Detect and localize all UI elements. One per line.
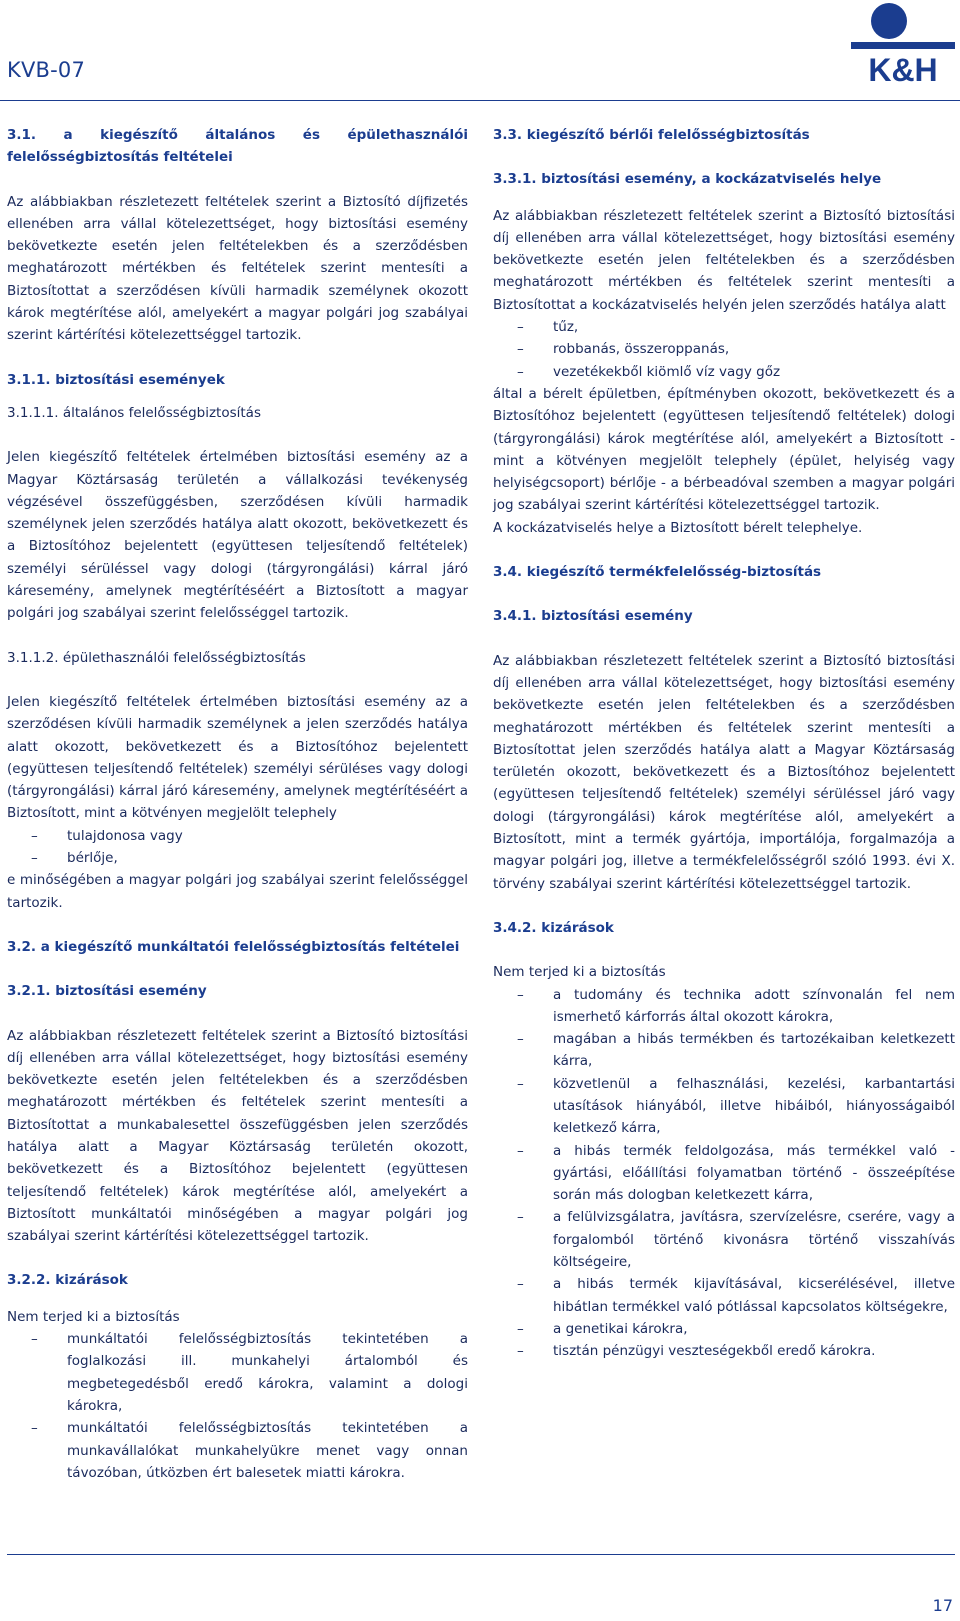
- subsection-heading-3-1-1-1: 3.1.1.1. általános felelősségbiztosítás: [7, 404, 261, 421]
- list-item: – a hibás termék kijavításával, kicserélésével, illetve hibátlan termékkel való pótlással kapcsolatos költségekre,: [493, 1273, 955, 1318]
- paragraph: Jelen kiegészítő feltételek értelmében biztosítási esemény az a Magyar Köztársaság területén a vállalkozási tevékenység végzésével összefüggésben, szerződésen kívüli harmadik személynek jelen szerződés hatálya alatt okozott, bekövetkezett és a Biztosítóhoz bejelentett (együttesen teljesítendő feltételek) személyi sérüléssel vagy dologi (tárgyrongálási) kárral járó káresemény, amelynek megtérítéséért a Biztosított a magyar polgári jog szabályai szerint felelősséggel tartozik.: [7, 449, 468, 622]
- list-item: – vezetékekből kiömlő víz vagy gőz: [493, 361, 955, 383]
- section-heading-3-1: 3.1. a kiegészítő általános és épülethasználói felelősségbiztosítás feltételei: [7, 127, 468, 166]
- dash-list: [493, 984, 955, 1363]
- section-heading-3-3-1: 3.3.1. biztosítási esemény, a kockázatviselés helye: [493, 171, 882, 188]
- list-item: – tulajdonosa vagy: [7, 825, 468, 847]
- paragraph: Nem terjed ki a biztosítás: [7, 1308, 180, 1325]
- section-heading-3-4-1: 3.4.1. biztosítási esemény: [493, 608, 693, 625]
- section-heading-3-4: 3.4. kiegészítő termékfelelősség-biztosítás: [493, 564, 822, 581]
- footer-divider: [7, 1554, 955, 1555]
- dash-list: [7, 1328, 468, 1484]
- header-divider: [0, 100, 960, 101]
- paragraph: Az alábbiakban részletezett feltételek szerint a Biztosító biztosítási díj ellenében arra vállal kötelezettséget, hogy biztosítási esemény bekövetkezte esetén jelen feltételekben és a szerződésben meghatározott mértékben és feltételek szerint mentesíti a Biztosítottat jelen szerződés hatálya alatt a Magyar Köztársaság területén okozott, bekövetkezett és a Biztosítóhoz bejelentett (együttesen teljesítendő feltételek) személyi sérüléssel járó vagy dologi (tárgyrongálási) károk megtérítése alól, amelyekért a Biztosított, mint a termék gyártója, importálója, forgalmazója a magyar polgári jog, illetve a termékfelelősségről szóló 1993. évi X. törvény szabályai szerint kártérítési kötelezettséggel tartozik.: [493, 652, 955, 892]
- list-item: – a genetikai károkra,: [493, 1318, 955, 1340]
- section-heading-3-4-2: 3.4.2. kizárások: [493, 919, 614, 936]
- list-item: – tűz,: [493, 316, 955, 338]
- section-heading-3-1-1: 3.1.1. biztosítási események: [7, 371, 225, 388]
- section-heading-3-2-1: 3.2.1. biztosítási esemény: [7, 983, 207, 1000]
- dash-list: [493, 316, 955, 383]
- logo-text: K&H: [868, 52, 938, 84]
- list-item: – a felülvizsgálatra, javításra, szervízelésre, cserére, vagy a forgalomból történő kivonásra történő visszahívás költségeire,: [493, 1206, 955, 1273]
- paragraph: által a bérelt épületben, építményben okozott, bekövetkezett és a Biztosítóhoz bejelentett (együttesen teljesítendő feltételek) dologi (tárgyrongálási) károk megtérítése alól, amelyekért a Biztosított - mint a kötvényen megjelölt telephely (épület, helyiség vagy helyiségcsoport) bérlője - a bérbeadóval szemben a magyar polgári jog szabályai szerint kártérítési kötelezettséggel tartozik.: [493, 385, 955, 514]
- left-column: [7, 124, 468, 1484]
- paragraph: Az alábbiakban részletezett feltételek szerint a Biztosító biztosítási díj ellenében arra vállal kötelezettséget, hogy biztosítási esemény bekövetkezte esetén jelen feltételekben és a szerződésben meghatározott mértékben és feltételek szerint mentesíti a Biztosítottat a kockázatviselés helyén jelen szerződés hatálya alatt: [493, 207, 955, 313]
- paragraph: Nem terjed ki a biztosítás: [493, 964, 666, 981]
- list-item: – a hibás termék feldolgozása, más termékkel való - gyártási, előállítási folyamatban történő - összeépítése során más dologban keletkezett kárra,: [493, 1140, 955, 1207]
- list-item: – tisztán pénzügyi veszteségekből eredő károkra.: [493, 1340, 955, 1362]
- section-heading-3-2: 3.2. a kiegészítő munkáltatói felelősségbiztosítás feltételei: [7, 938, 460, 955]
- section-heading-3-2-2: 3.2.2. kizárások: [7, 1272, 128, 1289]
- list-item: – robbanás, összeroppanás,: [493, 338, 955, 360]
- document-code: KVB-07: [7, 58, 86, 82]
- paragraph: A kockázatviselés helye a Biztosított bérelt telephelye.: [493, 519, 863, 536]
- list-item: – bérlője,: [7, 847, 468, 869]
- paragraph: Az alábbiakban részletezett feltételek szerint a Biztosító biztosítási díj ellenében arra vállal kötelezettséget, hogy biztosítási esemény bekövetkezte esetén jelen feltételekben és a szerződésben meghatározott mértékben és feltételek szerint mentesíti a Biztosítottat a munkabalesettel összefüggésben jelen szerződés hatálya alatt a Magyar Köztársaság területén okozott, bekövetkezett és a Biztosítóhoz bejelentett (együttesen teljesítendő feltételek) károk megtérítése alól, amelyekért a Biztosított munkáltatói minőségében a magyar polgári jog szabályai szerint kártérítési kötelezettséggel tartozik.: [7, 1027, 468, 1245]
- dash-list: [7, 825, 468, 870]
- list-item: – közvetlenül a felhasználási, kezelési, karbantartási utasítások hiányából, illetve hibáiból, hiányosságaiból keletkező kárra,: [493, 1073, 955, 1140]
- subsection-heading-3-1-1-2: 3.1.1.2. épülethasználói felelősségbiztosítás: [7, 649, 306, 666]
- paragraph: e minőségében a magyar polgári jog szabályai szerint felelősséggel tartozik.: [7, 872, 468, 911]
- right-column: [493, 124, 955, 1363]
- paragraph: Az alábbiakban részletezett feltételek szerint a Biztosító díjfizetés ellenében arra vállal kötelezettséget, hogy biztosítási esemény bekövetkezte esetén jelen feltételekben és a szerződésben meghatározott mértékben és feltételek szerint mentesíti a Biztosítottat a szerződésen kívüli harmadik személynek okozott károk megtérítése alól, amelyekért a magyar polgári jog szabályai szerint kártérítési kötelezettséggel tartozik.: [7, 193, 468, 344]
- list-item: – munkáltatói felelősségbiztosítás tekintetében a foglalkozási ill. munkahelyi ártalomból és megbetegedésből eredő károkra, valamint a dologi károkra,: [7, 1328, 468, 1417]
- list-item: – munkáltatói felelősségbiztosítás tekintetében a munkavállalókat munkahelyükre menet vagy onnan távozóban, útközben ért balesetek miatti károkra.: [7, 1417, 468, 1484]
- paragraph: Jelen kiegészítő feltételek értelmében biztosítási esemény az a szerződésen kívüli harmadik személynek a jelen szerződés hatálya alatt okozott, bekövetkezett és a Biztosítóhoz bejelentett (együttesen teljesítendő feltételek) személyi sérüléses vagy dologi (tárgyrongálási) kárral járó káresemény, amelynek megtérítéséért a Biztosított, mint a kötvényen megjelölt telephely: [7, 693, 468, 822]
- kh-logo: [851, 2, 955, 84]
- page-number: 17: [932, 1596, 953, 1615]
- list-item: – magában a hibás termékben és tartozékaiban keletkezett kárra,: [493, 1028, 955, 1073]
- list-item: – a tudomány és technika adott színvonalán fel nem ismerhető kárforrás által okozott károkra,: [493, 984, 955, 1029]
- section-heading-3-3: 3.3. kiegészítő bérlői felelősségbiztosítás: [493, 127, 810, 143]
